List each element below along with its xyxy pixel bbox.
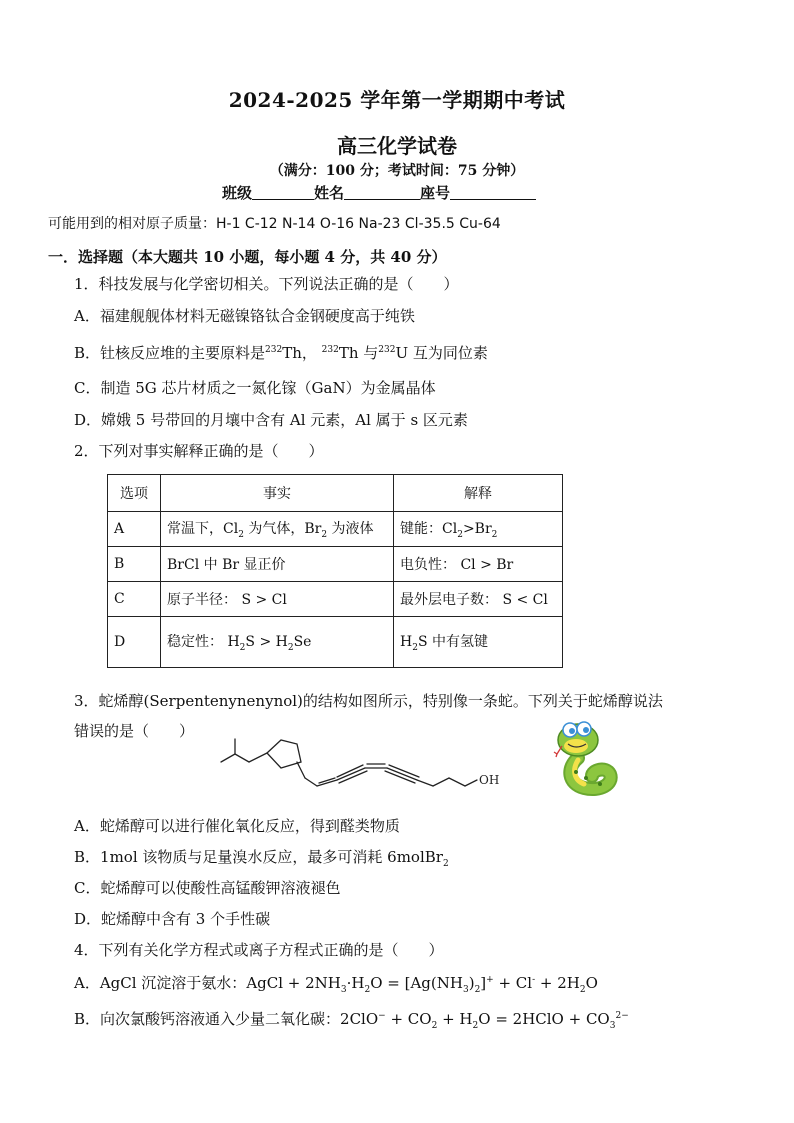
class-label: 班级 — [222, 184, 253, 202]
q1-option-c: C．制造 5G 芯片材质之一氮化镓（GaN）为金属晶体 — [74, 379, 436, 397]
section-title: 一．选择题（本大题共 10 小题，每小题 4 分，共 40 分） — [48, 248, 447, 266]
q4-option-a: A．AgCl 沉淀溶于氨水：AgCl + $2NH_3\cdot H_2O = [Ag(NH_3)_2]^+ + Cl^- + 2H_2O$ — [74, 974, 598, 995]
q2-stem: 2．下列对事实解释正确的是（ ） — [74, 442, 324, 460]
table-header-row — [108, 475, 563, 512]
q1-option-a: A．福建舰舰体材料无磁镍铬钛合金钢硬度高于纯铁 — [74, 307, 415, 325]
fact-cell: BrCl 中 Br 显正价 — [161, 547, 394, 582]
header-cell: 事实 — [161, 475, 394, 512]
q4-option-a-equation: AgCl + $2NH_3\cdot H_2O = [Ag(NH_3)_2]^+ + Cl^- + 2H_2O$ — [246, 974, 598, 995]
option-cell: C — [108, 582, 161, 617]
name-label: 姓名 — [314, 184, 345, 202]
fact-cell: 原子半径： S > Cl — [161, 582, 394, 617]
q1-stem: 1．科技发展与化学密切相关。下列说法正确的是（ ） — [74, 275, 459, 293]
q4-option-b-equation: $2ClO^- + CO_2 + H_2O$ = 2HClO + $CO_3^{2-}$ — [340, 1010, 629, 1031]
table-row — [108, 512, 563, 547]
header-cell: 选项 — [108, 475, 161, 512]
q1-option-d: D．嫦娥 5 号带回的月壤中含有 Al 元素，Al 属于 s 区元素 — [74, 411, 468, 429]
option-cell: A — [108, 512, 161, 547]
explanation-cell: 键能：$Cl_2>Br_2$ — [394, 512, 563, 547]
q3-option-c: C．蛇烯醇可以使酸性高锰酸钾溶液褪色 — [74, 879, 341, 897]
q3-stem-line1: 3．蛇烯醇(Serpentenynenynol)的结构如图所示，特别像一条蛇。下列关于蛇烯醇说法 — [74, 692, 663, 710]
fact-cell: 常温下，$Cl_2$ 为气体，$Br_2$ 为液体 — [161, 512, 394, 547]
exam-title: 2024-2025 学年第一学期期中考试 — [228, 88, 566, 112]
q3-option-b: B．1mol 该物质与足量溴水反应，最多可消耗 6molBr$_2$ — [74, 848, 449, 869]
table-row — [108, 582, 563, 617]
q4-stem: 4．下列有关化学方程式或离子方程式正确的是（ ） — [74, 941, 444, 959]
table-row — [108, 547, 563, 582]
header-cell: 解释 — [394, 475, 563, 512]
seat-blank[interactable] — [450, 185, 536, 200]
student-info-row — [222, 182, 536, 203]
explanation-cell: 电负性： Cl > Br — [394, 547, 563, 582]
option-cell: B — [108, 547, 161, 582]
seat-label: 座号 — [420, 184, 451, 202]
q3-stem-line2: 错误的是（ ） — [74, 722, 195, 740]
explanation-cell: 最外层电子数： S < Cl — [394, 582, 563, 617]
q3-option-d: D．蛇烯醇中含有 3 个手性碳 — [74, 910, 271, 928]
class-blank[interactable] — [252, 185, 314, 200]
atomic-masses: 可能用到的相对原子质量：H-1 C-12 N-14 O-16 Na-23 Cl-35.5 Cu-64 — [48, 216, 501, 232]
q3-option-a: A．蛇烯醇可以进行催化氧化反应，得到醛类物质 — [74, 817, 400, 835]
q2-table — [107, 474, 563, 668]
name-blank[interactable] — [344, 185, 420, 200]
serpentenynenynol-structure — [215, 728, 515, 798]
option-cell: D — [108, 617, 161, 668]
snake-cartoon-icon — [548, 714, 628, 804]
table-row — [108, 617, 563, 668]
q1-option-b: B．钍核反应堆的主要原料是$^{232}$Th， $^{232}$Th 与$^{232}$U 互为同位素 — [74, 344, 488, 362]
oh-label: OH — [479, 773, 500, 787]
q4-option-b: B．向次氯酸钙溶液通入少量二氧化碳：$2ClO^- + CO_2 + H_2O$ = 2HClO + $CO_3^{2-}$ — [74, 1010, 629, 1031]
fact-cell: 稳定性： $H_2S > H_2Se$ — [161, 617, 394, 668]
exam-meta: （满分：100 分；考试时间：75 分钟） — [269, 163, 525, 179]
exam-subtitle: 高三化学试卷 — [337, 134, 457, 158]
explanation-cell: $H_2S$ 中有氢键 — [394, 617, 563, 668]
